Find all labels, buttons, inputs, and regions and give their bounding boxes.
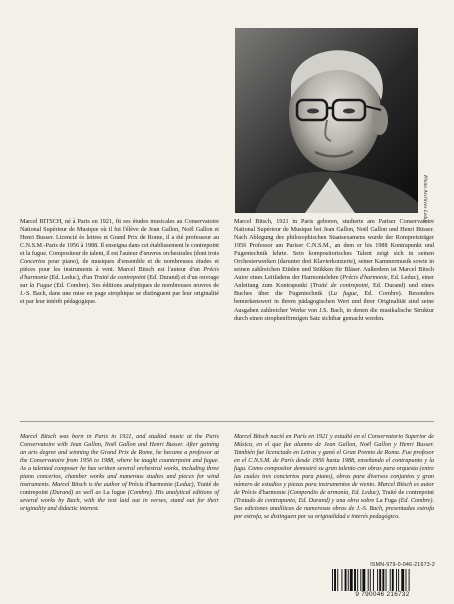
biography-french-paragraph (20, 218, 219, 307)
biography-german (234, 218, 434, 323)
barcode-bar (398, 569, 399, 591)
bio-es-title-traite: Traité de contrepoint (382, 490, 435, 497)
biography-english-paragraph (20, 433, 219, 513)
bio-fr-title-traite: Traité de contrepoint (93, 275, 146, 282)
biography-german-paragraph (234, 218, 434, 323)
barcode-bar (392, 569, 394, 591)
portrait-illustration (235, 28, 418, 213)
barcode-bar (409, 569, 410, 591)
bio-fr-title-concertos: Concertos (20, 259, 46, 266)
bio-fr-text-5: (Ed. Combre). Ses éditions analytiques de nombreuses œuvres de J.-S. Bach, dans une mise en page strophique se distinguent par leur originalité et par leur intérêt pédagogique. (20, 283, 220, 306)
barcode-bar (386, 569, 387, 591)
barcode-digits: 9 790046 216732 (355, 591, 410, 598)
bio-es-text-2: (Compendio de armonía, Ed. Leduc), (285, 490, 383, 497)
barcode-bar (390, 569, 391, 591)
bio-fr-text-1: Marcel BITSCH, né à Paris en 1921, fit ses études musicales au Conservatoire National Supérieur de Musique où il fut l'élève de Jean Gallon, Noël Gallon et Henri Busser. Licencié ès lettres et Grand Prix de Rome, il a été professeur au C.N.S.M.-Paris de 1956 à 1988. Il enseigna dans cet établissement le contrepoint et la fugue. Compositeur de talent, il est l'auteur d'œuvres orchestrales (dont trois (20, 219, 220, 258)
barcode-bar (370, 569, 371, 591)
bio-en-text-3: (Durand) as well as (47, 490, 104, 497)
bio-de-text-1: Marcel Bitsch, 1921 in Paris geboren, studierte am Pariser Conservatoire National Supérieur de Musique bei Jean Gallon, Noël Gallon und Henri Büsser. Nach Ablegung des philosophischen Staatsexamens wurde der Rompreisträger 1956 Professor am Pariser C.N.S.M., an dem er bis 1988 Kontrapunkt und Fugentechnik lehrte. Sein kompositorisches Talent zeigt sich in seinen Orchesterwerken (darunter drei Klavierkonzerte), seiner Kammermusik sowie in seinen zahlreichen Etüden und Stükken für Bläser. Außerdem ist Marcel Bitsch Autor eines Leitfadens der Harmonielehre ( (234, 219, 434, 282)
bio-es-title-precis: Précis d'harmonie (241, 490, 286, 497)
barcode-bar (362, 569, 365, 591)
bio-de-title-fugue: La fugue (330, 291, 357, 298)
bio-de-title-traite: Traité de contrepoint (312, 283, 369, 290)
barcode-bar (357, 569, 358, 591)
portrait-photo (235, 28, 418, 213)
bio-es-text-3: (Tratado de contrapunto, Ed. Durand) y una obra sobre (234, 498, 377, 505)
bio-en-title-fugue: La fugue (103, 490, 126, 497)
barcode-bar (373, 569, 374, 591)
barcode-icon (332, 569, 434, 591)
bio-fr-text-3: (Ed. Leduc), d'un (47, 275, 94, 282)
bio-en-text-4: (Combre). His analytical editions of several works by Bach, with the text laid out in verses, stand out for their originality and didactic interest. (20, 490, 220, 513)
barcode-block (330, 562, 435, 598)
bio-de-text-2: , Ed. Leduc), einer Anleitung zum Kontrapunkt ( (234, 275, 434, 290)
section-divider (20, 421, 434, 422)
bio-fr-title-fugue: la Fugue (29, 283, 53, 290)
bio-fr-text-4: (Ed. Durand) et d'un ouvrage sur (20, 275, 219, 290)
biography-english (20, 433, 219, 513)
barcode-bar (348, 569, 349, 591)
barcode-bar (334, 569, 336, 591)
barcode-bar (360, 569, 361, 591)
barcode-bar (332, 569, 333, 591)
bio-en-title-precis: Précis d'harmonie (128, 482, 173, 489)
bio-fr-title-precis: Précis d'harmonie (20, 267, 219, 282)
barcode-bar (337, 569, 338, 591)
bio-en-text-1: Marcel Bitsch was born in Paris in 1921, and studied music at the Paris Conservatoire with Jean Gallon, Noël Gallon and Henri Busser. After gaining an arts degree and winning the Grand Prix de Rome, he became a professor at the Conservatoire from 1956 to 1988, where he taught counterpoint and fugue. As a talented composer he has written several orchestral works, including three piano concertos, chamber works and numerous studies and pieces for wind instruments. Marcel Bitsch is the author of (20, 434, 219, 489)
bio-es-title-fuga: La Fuga (376, 498, 397, 505)
bio-de-title-precis: Précis d'harmonie (342, 275, 388, 282)
barcode-bar (401, 569, 404, 591)
barcode-bar (377, 569, 378, 591)
barcode-bar (379, 569, 381, 591)
bio-de-text-3: , Ed. Durand) und eines Buches über die Fugentechnik ( (234, 283, 434, 298)
biography-spanish-paragraph (234, 433, 434, 522)
barcode-bar (396, 569, 397, 591)
bio-en-text-2: (Leduc), (172, 482, 197, 489)
biography-french (20, 218, 219, 307)
bio-es-text-1: Marcel Bitsch nació en París en 1921 y estudió en el Conservatorio Superior de Música, en el que fue alumno de Jean Gallon, Noël Gallon y Henri Busser. También fue licenciado en Letras y ganó el Gran Premio de Roma. Fue profesor en el C.N.S.M. de París desde 1956 hasta 1988, enseñando el contrapunto y la fuga. Como compositor demostró su gran talento con obras para orquesta (entre las cuales tres conciertos para piano), obras para diversos conjuntos y gran número de estudios y piezas para instrumentos de viento. Marcel Bitsch es autor de (234, 434, 434, 497)
photo-credit-text: Photo Archives Leduc (422, 175, 428, 224)
bio-de-text-4: , Ed. Combre). Besonders bemerkenswert in ihrem pädagogischen Wert und ihrer Originalität sind seine Ausgaben zahlreicher Werke von J.S. Bach, in denen die musikalische Struktur durch einen strophenförmigen Satz sichtbar gemacht werden. (234, 291, 434, 322)
bio-fr-text-2: pour piano), de musiques d'ensemble et de nombreuses études et pièces pour les instruments à vent. Marcel Bitsch est l'auteur d'un (20, 259, 219, 274)
barcode-bar (341, 569, 342, 591)
barcode-bar (345, 569, 347, 591)
biography-spanish (234, 433, 434, 522)
barcode-bar (354, 569, 356, 591)
bio-en-title-traite: Traité de contrepoint (20, 482, 219, 497)
barcode-bar (368, 569, 369, 591)
barcode-bar (350, 569, 353, 591)
barcode-bar (382, 569, 384, 591)
ismn-number: ISMN-979-0-046-21673-2 (370, 562, 435, 568)
barcode-bar (406, 569, 407, 591)
bio-es-text-4: (Ed. Combre). Sus ediciones analíticas de numerosas obras de J.-S. Bach, presentadas estrofa por estrofa, se distinguen por su originalidad e interés pedagógico. (234, 498, 434, 521)
